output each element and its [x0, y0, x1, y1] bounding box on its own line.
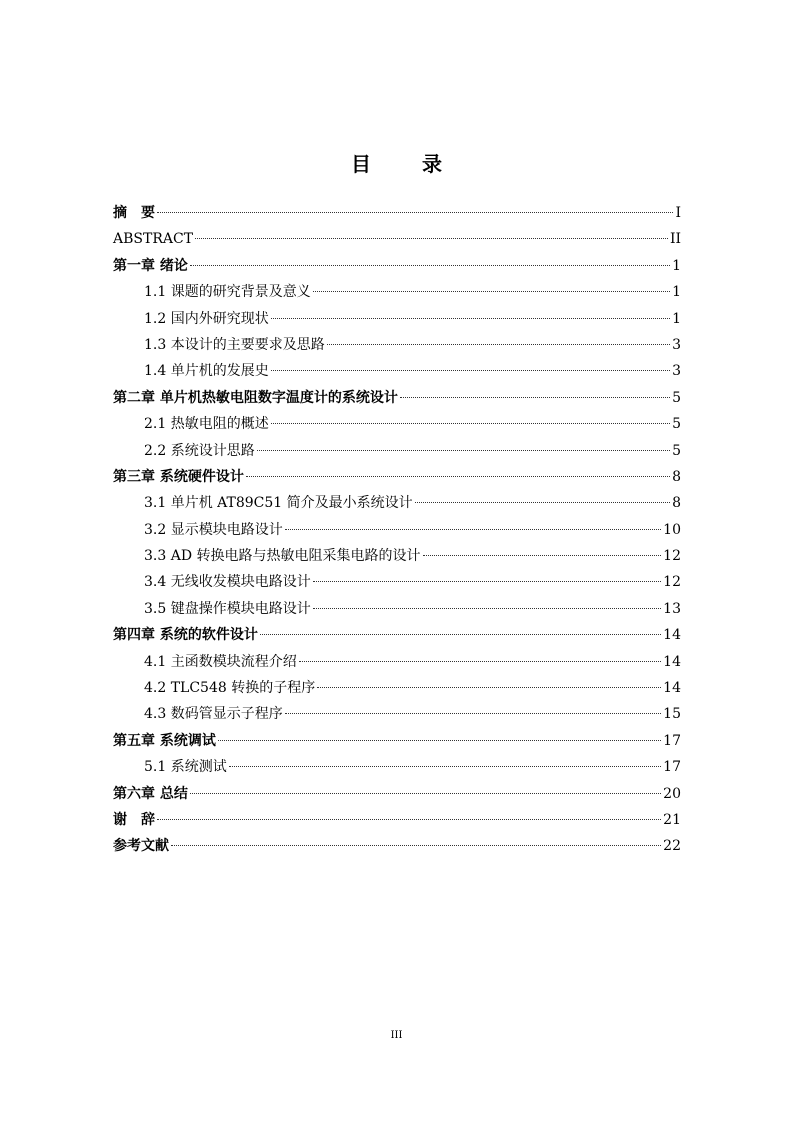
toc-entry[interactable] — [113, 517, 681, 543]
toc-entry[interactable] — [113, 279, 681, 305]
dot-leader — [285, 713, 661, 714]
dot-leader — [271, 318, 670, 319]
dot-leader — [190, 265, 670, 266]
page-number: III — [390, 1030, 403, 1041]
toc-entry-label: 3.4 无线收发模块电路设计 — [144, 574, 311, 591]
toc-entry-page: 14 — [663, 627, 681, 644]
toc-entry-label: 3.1 单片机 AT89C51 简介及最小系统设计 — [144, 495, 413, 512]
toc-entry-page: 3 — [672, 336, 681, 353]
dot-leader — [285, 529, 661, 530]
toc-entry-label: 第三章 系统硬件设计 — [113, 468, 244, 485]
toc-entry-page: 17 — [663, 759, 681, 776]
toc-entry[interactable] — [113, 543, 681, 569]
dot-leader — [400, 397, 670, 398]
toc-entry[interactable] — [113, 490, 681, 516]
dot-leader — [157, 819, 661, 820]
dot-leader — [229, 766, 661, 767]
toc-entry[interactable] — [113, 649, 681, 675]
toc-entry[interactable] — [113, 675, 681, 701]
dot-leader — [246, 476, 670, 477]
toc-entry[interactable] — [113, 332, 681, 358]
toc-entry-label: 第四章 系统的软件设计 — [113, 627, 258, 644]
toc-entry-label: 第五章 系统调试 — [113, 732, 216, 749]
toc-entry[interactable] — [113, 781, 681, 807]
toc-entry[interactable] — [113, 306, 681, 332]
toc-entry-label: 2.1 热敏电阻的概述 — [144, 416, 269, 433]
dot-leader — [313, 581, 661, 582]
toc-entry[interactable] — [113, 438, 681, 464]
toc-entry[interactable] — [113, 226, 681, 252]
toc-entry-label: ABSTRACT — [113, 231, 194, 248]
dot-leader — [313, 291, 670, 292]
dot-leader — [171, 845, 661, 846]
toc-entry-page: 21 — [663, 811, 681, 828]
dot-leader — [423, 555, 662, 556]
toc-entry[interactable] — [113, 833, 681, 859]
toc-entry-label: 摘 要 — [113, 205, 155, 221]
toc-entry-page: 5 — [672, 416, 681, 433]
dot-leader — [299, 661, 661, 662]
toc-entry-label: 5.1 系统测试 — [144, 759, 227, 776]
toc-entry[interactable] — [113, 358, 681, 384]
toc-entry-label: 4.3 数码管显示子程序 — [144, 706, 283, 723]
toc-entry-page: 15 — [663, 706, 681, 723]
toc-entry[interactable] — [113, 596, 681, 622]
toc-entry-page: 3 — [672, 363, 681, 380]
toc-entry[interactable] — [113, 701, 681, 727]
dot-leader — [260, 634, 661, 635]
table-of-contents — [113, 200, 681, 860]
toc-entry[interactable] — [113, 754, 681, 780]
toc-entry-label: 参考文献 — [113, 838, 169, 855]
toc-entry-page: 12 — [663, 548, 681, 565]
toc-entry-label: 2.2 系统设计思路 — [144, 442, 255, 459]
dot-leader — [317, 687, 661, 688]
toc-entry-label: 1.4 单片机的发展史 — [144, 363, 269, 380]
toc-entry[interactable] — [113, 807, 681, 833]
toc-entry-label: 3.2 显示模块电路设计 — [144, 521, 283, 538]
toc-entry-page: II — [669, 231, 681, 248]
dot-leader — [415, 502, 670, 503]
toc-entry-label: 第一章 绪论 — [113, 257, 188, 274]
toc-entry-page: 10 — [663, 521, 681, 538]
toc-entry-page: 14 — [663, 653, 681, 670]
dot-leader — [257, 450, 670, 451]
toc-title: 目 录 — [351, 152, 464, 176]
toc-entry-page: 1 — [672, 257, 681, 274]
toc-entry-page: 8 — [672, 468, 681, 485]
toc-entry-page: 8 — [672, 495, 681, 512]
toc-entry-label: 1.2 国内外研究现状 — [144, 310, 269, 327]
toc-entry-page: 20 — [663, 785, 681, 802]
dot-leader — [271, 423, 670, 424]
toc-entry[interactable] — [113, 253, 681, 279]
toc-entry-page: 13 — [663, 600, 681, 617]
dot-leader — [313, 608, 661, 609]
toc-entry-page: 14 — [663, 680, 681, 697]
toc-entry[interactable] — [113, 464, 681, 490]
dot-leader — [327, 344, 670, 345]
toc-entry[interactable] — [113, 622, 681, 648]
toc-entry-page: 12 — [663, 574, 681, 591]
toc-entry-page: 22 — [663, 838, 681, 855]
dot-leader — [271, 370, 670, 371]
toc-entry-page: 5 — [672, 442, 681, 459]
toc-entry-page: 5 — [672, 389, 681, 406]
dot-leader — [157, 212, 673, 213]
toc-entry-page: 17 — [663, 732, 681, 749]
dot-leader — [195, 238, 668, 239]
toc-entry-label: 4.1 主函数模块流程介绍 — [144, 653, 297, 670]
toc-entry-label: 第六章 总结 — [113, 785, 188, 802]
toc-entry[interactable] — [113, 200, 681, 226]
toc-entry-page: 1 — [672, 284, 681, 301]
dot-leader — [218, 740, 661, 741]
toc-entry-label: 1.3 本设计的主要要求及思路 — [144, 336, 325, 353]
toc-entry-label: 1.1 课题的研究背景及意义 — [144, 284, 311, 301]
toc-entry[interactable] — [113, 411, 681, 437]
toc-entry-label: 4.2 TLC548 转换的子程序 — [144, 680, 316, 697]
toc-entry-page: I — [675, 205, 681, 221]
toc-entry-label: 第二章 单片机热敏电阻数字温度计的系统设计 — [113, 389, 398, 406]
toc-entry[interactable] — [113, 569, 681, 595]
toc-entry-label: 3.3 AD 转换电路与热敏电阻采集电路的设计 — [144, 548, 421, 565]
toc-entry-label: 3.5 键盘操作模块电路设计 — [144, 600, 311, 617]
dot-leader — [190, 793, 661, 794]
toc-entry[interactable] — [113, 385, 681, 411]
toc-entry-label: 谢 辞 — [113, 811, 155, 828]
toc-entry[interactable] — [113, 728, 681, 754]
toc-entry-page: 1 — [672, 310, 681, 327]
